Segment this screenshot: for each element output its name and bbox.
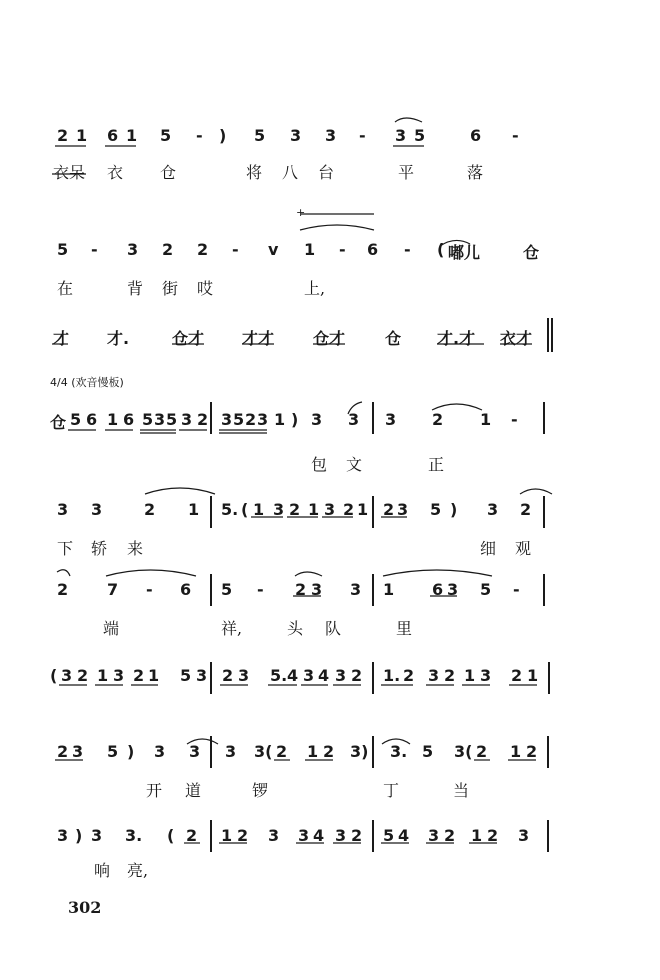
barline	[543, 496, 545, 528]
score-note: )	[219, 126, 227, 145]
score-note: 3	[428, 826, 440, 845]
score-note: 2	[343, 500, 355, 519]
score-note: 6	[107, 126, 119, 145]
barline	[372, 574, 374, 606]
score-note: (	[437, 240, 445, 259]
lyric-syllable: 衣呆	[53, 163, 86, 182]
score-note: 6	[86, 410, 98, 429]
barline	[547, 736, 549, 768]
score-note: (	[167, 826, 175, 845]
lyric-syllable: 丁	[383, 781, 400, 800]
score-note: 2	[237, 826, 249, 845]
score-note: 3	[298, 826, 310, 845]
score-note: -	[359, 126, 366, 145]
score-note: 3	[325, 126, 337, 145]
score-note: 3	[385, 410, 397, 429]
score-note: 3	[273, 500, 285, 519]
score-note: 5	[160, 126, 172, 145]
barline	[210, 662, 212, 694]
barline	[372, 736, 374, 768]
score-note: 2	[295, 580, 307, 599]
score-note: 3	[113, 666, 125, 685]
score-note: 1	[253, 500, 265, 519]
score-note: 3	[57, 500, 69, 519]
score-note: 5	[70, 410, 82, 429]
score-note: 2	[197, 240, 209, 259]
score-note: )	[127, 742, 135, 761]
score-note: 6	[432, 580, 444, 599]
score-note: 2	[186, 826, 198, 845]
score-note: 2	[403, 666, 415, 685]
lyric-syllable: 上,	[304, 279, 326, 298]
score-note: 3	[61, 666, 73, 685]
lyric-syllable: 锣	[252, 781, 269, 800]
score-note: 3	[257, 410, 269, 429]
lyric-syllable: 平	[398, 163, 415, 182]
lyric-syllable: 当	[453, 781, 470, 800]
lyric-syllable: 细	[480, 539, 497, 558]
lyric-syllable: 里	[396, 619, 413, 638]
score-note: 3	[221, 410, 233, 429]
score-note: 2	[222, 666, 234, 685]
score-note: 1	[383, 580, 395, 599]
score-note: 1	[304, 240, 316, 259]
score-note: 5	[166, 410, 178, 429]
score-note: 2	[444, 826, 456, 845]
lyric-syllable: 轿	[91, 539, 108, 558]
score-note: 5.	[221, 500, 239, 519]
score-note: -	[196, 126, 203, 145]
score-note: 2	[289, 500, 301, 519]
score-note: 3	[57, 826, 69, 845]
score-note: 6	[470, 126, 482, 145]
barline	[547, 820, 549, 852]
score-note: 仓	[523, 243, 540, 262]
score-note: -	[512, 126, 519, 145]
score-note: 3	[395, 126, 407, 145]
score-note: 3	[348, 410, 360, 429]
score-note: 3	[487, 500, 499, 519]
score-note: 3	[290, 126, 302, 145]
score-note: )	[450, 500, 458, 519]
lyric-syllable: 观	[515, 539, 532, 558]
barline	[543, 574, 545, 606]
score-note: -	[146, 580, 153, 599]
lyric-syllable: 包	[311, 455, 328, 474]
lyric-syllable: 正	[428, 455, 445, 474]
score-note: 5	[221, 580, 233, 599]
score-note: 2	[162, 240, 174, 259]
score-note: 2	[323, 742, 335, 761]
lyric-syllable: 衣	[107, 163, 124, 182]
score-note: 2	[487, 826, 499, 845]
lyric-syllable: 端	[103, 619, 120, 638]
score-note: 2	[57, 742, 69, 761]
barline	[210, 736, 212, 768]
score-note: 4	[287, 666, 299, 685]
score-note: -	[257, 580, 264, 599]
score-note: 2	[351, 666, 363, 685]
score-note: 5	[430, 500, 442, 519]
score-note: 1	[527, 666, 539, 685]
score-note: 3	[225, 742, 237, 761]
score-note: 6	[180, 580, 192, 599]
score-note: 1	[510, 742, 522, 761]
score-note: 仓	[385, 329, 402, 348]
score-note: 5	[383, 826, 395, 845]
lyric-syllable: 亮,	[127, 861, 149, 880]
score-note: -	[232, 240, 239, 259]
score-note: 3	[480, 666, 492, 685]
score-note: 3(	[454, 742, 473, 761]
lyric-syllable: 下	[57, 539, 74, 558]
lyric-syllable: 头	[287, 619, 304, 638]
score-note: 5	[480, 580, 492, 599]
score-note: 3	[196, 666, 208, 685]
score-note: 3	[303, 666, 315, 685]
barline	[210, 820, 212, 852]
score-note: 3	[335, 826, 347, 845]
score-note: 才.才	[437, 329, 476, 348]
lyric-syllable: 落	[467, 163, 484, 182]
score-note: 才才	[242, 329, 275, 348]
lyric-syllable: 道	[185, 781, 202, 800]
score-note: 2	[57, 126, 69, 145]
score-note: v	[268, 240, 279, 259]
score-note: 5	[422, 742, 434, 761]
lyric-syllable: 背	[127, 279, 144, 298]
score-note: -	[511, 410, 518, 429]
score-note: 3	[324, 500, 336, 519]
barline	[551, 318, 553, 352]
score-note: 3	[154, 410, 166, 429]
score-note: 6	[367, 240, 379, 259]
score-note: 3(	[254, 742, 273, 761]
score-note: 2	[245, 410, 257, 429]
score-note: 3	[311, 410, 323, 429]
score-note: 4	[313, 826, 325, 845]
score-note: 1	[107, 410, 119, 429]
score-note: 3	[189, 742, 201, 761]
score-note: 1	[221, 826, 233, 845]
score-note: 3.	[125, 826, 143, 845]
score-note: 2	[351, 826, 363, 845]
lyric-syllable: 在	[57, 279, 74, 298]
score-note: 2	[77, 666, 89, 685]
score-note: 3	[397, 500, 409, 519]
score-note: 3	[447, 580, 459, 599]
score-note: 5	[254, 126, 266, 145]
score-note: (	[50, 666, 58, 685]
score-note: 1	[464, 666, 476, 685]
barline	[372, 402, 374, 434]
score-note: 1	[471, 826, 483, 845]
score-note: 嘟儿	[448, 243, 481, 262]
barline	[372, 820, 374, 852]
barline	[210, 496, 212, 528]
score-note: (	[241, 500, 249, 519]
score-note: 2	[444, 666, 456, 685]
score-note: 3)	[350, 742, 369, 761]
score-note: 3	[72, 742, 84, 761]
score-note: 3	[238, 666, 250, 685]
barline	[543, 402, 545, 434]
lyric-syllable: 开	[146, 781, 163, 800]
score-note: 3	[154, 742, 166, 761]
score-note: 3	[428, 666, 440, 685]
score-note: 仓	[50, 413, 67, 432]
score-note: 衣才	[500, 329, 533, 348]
score-note: -	[91, 240, 98, 259]
score-note: 2	[520, 500, 532, 519]
score-note: 5	[233, 410, 245, 429]
score-note: 1.	[383, 666, 401, 685]
score-note: 5	[107, 742, 119, 761]
score-note: 5	[180, 666, 192, 685]
score-note: 3	[91, 826, 103, 845]
score-note: -	[404, 240, 411, 259]
score-note: 2	[476, 742, 488, 761]
score-note: 3	[268, 826, 280, 845]
lyric-syllable: 仓	[160, 163, 177, 182]
score-note: 1	[97, 666, 109, 685]
score-note: 3	[311, 580, 323, 599]
score-note: 5.	[270, 666, 288, 685]
score-note: 2	[511, 666, 523, 685]
score-note: 才	[53, 329, 70, 348]
score-note: 3	[181, 410, 193, 429]
score-note: 才.	[107, 329, 130, 348]
score-note: 1	[76, 126, 88, 145]
score-note: 1	[308, 500, 320, 519]
score-note: 1	[188, 500, 200, 519]
score-note: -	[513, 580, 520, 599]
score-note: 7	[107, 580, 119, 599]
score-note: 仓才	[172, 329, 205, 348]
score-note: 1	[307, 742, 319, 761]
score-note: 3	[91, 500, 103, 519]
tempo-marking: 4/4 (欢音慢板)	[50, 376, 124, 389]
lyric-syllable: 文	[346, 455, 363, 474]
score-note: -	[339, 240, 346, 259]
score-note: 5	[57, 240, 69, 259]
lyric-syllable: 哎	[197, 279, 214, 298]
lyric-syllable: 队	[325, 619, 342, 638]
score-note: 2	[133, 666, 145, 685]
lyric-syllable: 祥,	[221, 619, 243, 638]
lyric-syllable: 来	[127, 539, 144, 558]
score-note: 1	[357, 500, 369, 519]
lyric-syllable: 响	[94, 861, 111, 880]
plus-mark: +	[296, 206, 306, 219]
score-note: 2	[144, 500, 156, 519]
lyric-syllable: 台	[318, 163, 335, 182]
score-note: 1	[480, 410, 492, 429]
score-note: 4	[318, 666, 330, 685]
barline	[547, 318, 549, 352]
barline	[548, 662, 550, 694]
score-note: 3	[350, 580, 362, 599]
barline	[372, 496, 374, 528]
score-note: 2	[57, 580, 69, 599]
score-note: 3	[518, 826, 530, 845]
score-note: 1	[126, 126, 138, 145]
score-note: 5	[414, 126, 426, 145]
lyric-syllable: 街	[162, 279, 179, 298]
score-note: 2	[197, 410, 209, 429]
score-note: 仓才	[313, 329, 346, 348]
page-number: 302	[68, 898, 102, 917]
score-note: 3	[127, 240, 139, 259]
score-note: 1	[148, 666, 160, 685]
score-note: 2	[526, 742, 538, 761]
score-note: 6	[123, 410, 135, 429]
score-note: 3	[335, 666, 347, 685]
lyric-syllable: 八	[282, 163, 299, 182]
barline	[210, 402, 212, 434]
barline	[210, 574, 212, 606]
score-note: )	[291, 410, 299, 429]
score-note: )	[75, 826, 83, 845]
score-note: 3.	[390, 742, 408, 761]
score-note: 1	[274, 410, 286, 429]
score-note: 4	[398, 826, 410, 845]
score-note: 5	[142, 410, 154, 429]
lyric-syllable: 将	[246, 163, 263, 182]
score-note: 2	[276, 742, 288, 761]
score-note: 2	[383, 500, 395, 519]
score-note: 2	[432, 410, 444, 429]
barline	[372, 662, 374, 694]
